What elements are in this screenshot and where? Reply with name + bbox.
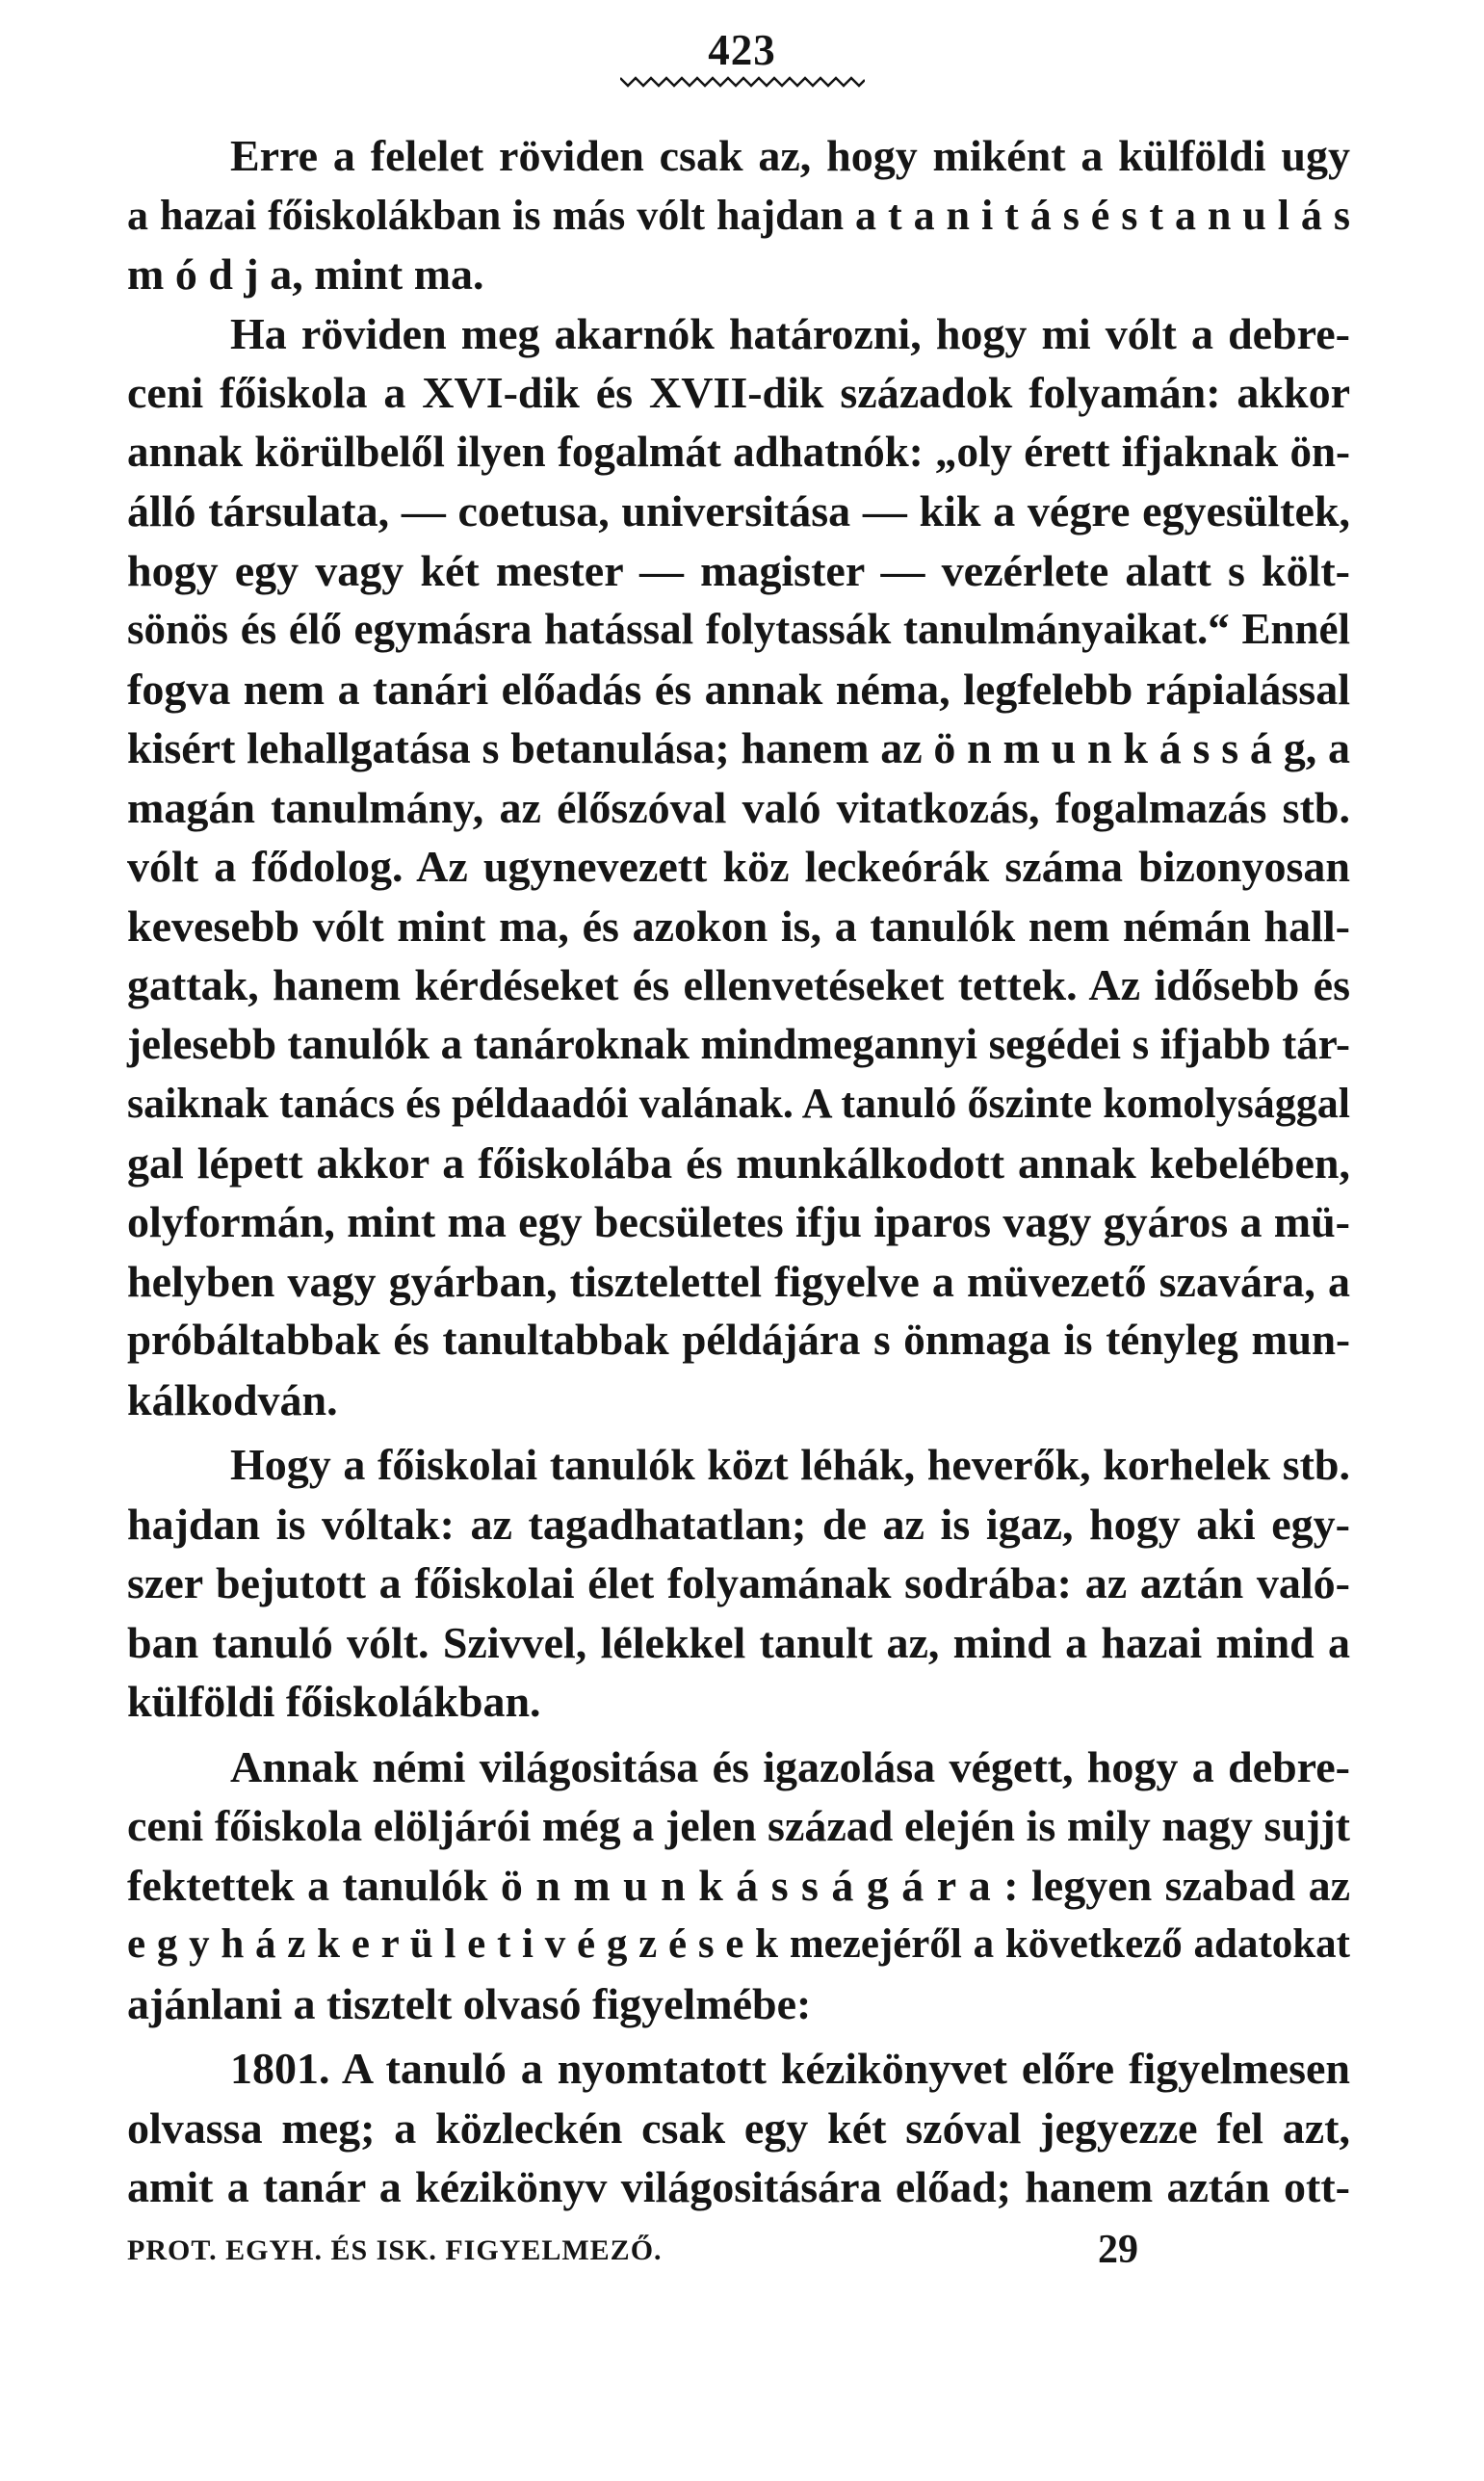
- text-line: Ha röviden meg akarnók határozni, hogy mi vólt a debre-: [230, 308, 1350, 358]
- text-line: ceni főiskola elöljárói még a jelen század elején is mily nagy sujjt: [127, 1801, 1350, 1850]
- text-line: próbáltabbak és tanultabbak példájára s önmaga is tényleg mun-: [127, 1316, 1350, 1364]
- text-line: külföldi főiskolákban.: [127, 1677, 541, 1726]
- text-line: álló társulata, — coetusa, universitása — kik a végre egyesültek,: [127, 486, 1350, 535]
- text-line: ajánlani a tisztelt olvasó figyelmébe:: [127, 1978, 812, 2028]
- text-line: hogy egy vagy két mester — magister — vezérlete alatt s költ-: [127, 545, 1350, 595]
- text-line: fogva nem a tanári előadás és annak néma, legfelebb rápialással: [127, 664, 1350, 714]
- text-line: fektettek a tanulók ö n m u n k á s s á g á r a : legyen szabad az: [127, 1860, 1350, 1910]
- text-line: ban tanuló vólt. Szivvel, lélekkel tanult az, mind a hazai mind a: [127, 1617, 1350, 1667]
- text-line: helyben vagy gyárban, tisztelettel figyelve a müvezető szavára, a: [127, 1256, 1350, 1306]
- page-footer: [127, 2227, 1350, 2275]
- text-line: e g y h á z k e r ü l e t i v é g z é s e k mezejéről a következő adatokat: [127, 1921, 1350, 1967]
- text-line: kisért lehallgatása s betanulása; hanem az ö n m u n k á s s á g, a: [127, 723, 1350, 772]
- journal-title: PROT. EGYH. ÉS ISK. FIGYELMEZŐ.: [127, 2234, 663, 2266]
- body-text: [127, 126, 1350, 2217]
- text-line: kevesebb vólt mint ma, és azokon is, a tanulók nem némán hall-: [127, 901, 1350, 951]
- text-line: gal lépett akkor a főiskolába és munkálkodott annak kebelében,: [127, 1137, 1350, 1188]
- text-line: Annak némi világositása és igazolása végett, hogy a debre-: [230, 1741, 1350, 1791]
- text-line: kálkodván.: [127, 1374, 338, 1424]
- text-line: sönös és élő egymásra hatással folytassák tanulmányaikat.“ Ennél: [127, 605, 1350, 653]
- paragraph-5: [127, 2039, 1350, 2217]
- ornament-squiggle: [620, 75, 865, 89]
- text-line: m ó d j a, mint ma.: [127, 249, 484, 299]
- text-line: amit a tanár a kézikönyv világositására előad; hanem aztán ott-: [127, 2162, 1350, 2211]
- text-line: Erre a felelet röviden csak az, hogy miként a külföldi ugy: [230, 131, 1350, 180]
- paragraph-4: [127, 1737, 1350, 2034]
- text-line: olvassa meg; a közleckén csak egy két szóval jegyezze fel azt,: [127, 2102, 1350, 2153]
- paragraph-1: [127, 126, 1350, 304]
- page-number: 423: [708, 26, 776, 74]
- text-line: Hogy a főiskolai tanulók közt léhák, heverők, korhelek stb.: [230, 1440, 1350, 1489]
- text-line: magán tanulmány, az élőszóval való vitatkozás, fogalmazás stb.: [127, 782, 1350, 832]
- text-line: annak körülbelől ilyen fogalmát adhatnók: „oly érett ifjaknak ön-: [127, 427, 1350, 476]
- text-line: olyformán, mint ma egy becsületes ifju iparos vagy gyáros a mü-: [127, 1197, 1350, 1246]
- text-line: 1801. A tanuló a nyomtatott kézikönyvet előre figyelmesen: [230, 2044, 1350, 2093]
- text-line: gattak, hanem kérdéseket és ellenvetéseket tettek. Az idősebb és: [127, 960, 1350, 1009]
- text-line: hajdan is vóltak: az tagadhatatlan; de az is igaz, hogy aki egy-: [127, 1499, 1350, 1549]
- text-line: szer bejutott a főiskolai élet folyamának sodrába: az aztán való-: [127, 1558, 1350, 1607]
- paragraph-3: [127, 1435, 1350, 1732]
- text-line: a hazai főiskolákban is más vólt hajdan a t a n i t á s é s t a n u l á s: [127, 191, 1350, 239]
- text-line: jelesebb tanulók a tanároknak mindmegannyi segédei s ifjabb tár-: [127, 1019, 1350, 1068]
- signature-mark: 29: [1098, 2228, 1138, 2272]
- text-line: saiknak tanács és példaadói valának. A tanuló őszinte komolysággal: [127, 1080, 1350, 1127]
- paragraph-2: [127, 304, 1350, 1430]
- text-line: ceni főiskola a XVI-dik és XVII-dik századok folyamán: akkor: [127, 368, 1350, 417]
- text-line: vólt a fődolog. Az ugynevezett köz leckeórák száma bizonyosan: [127, 842, 1350, 891]
